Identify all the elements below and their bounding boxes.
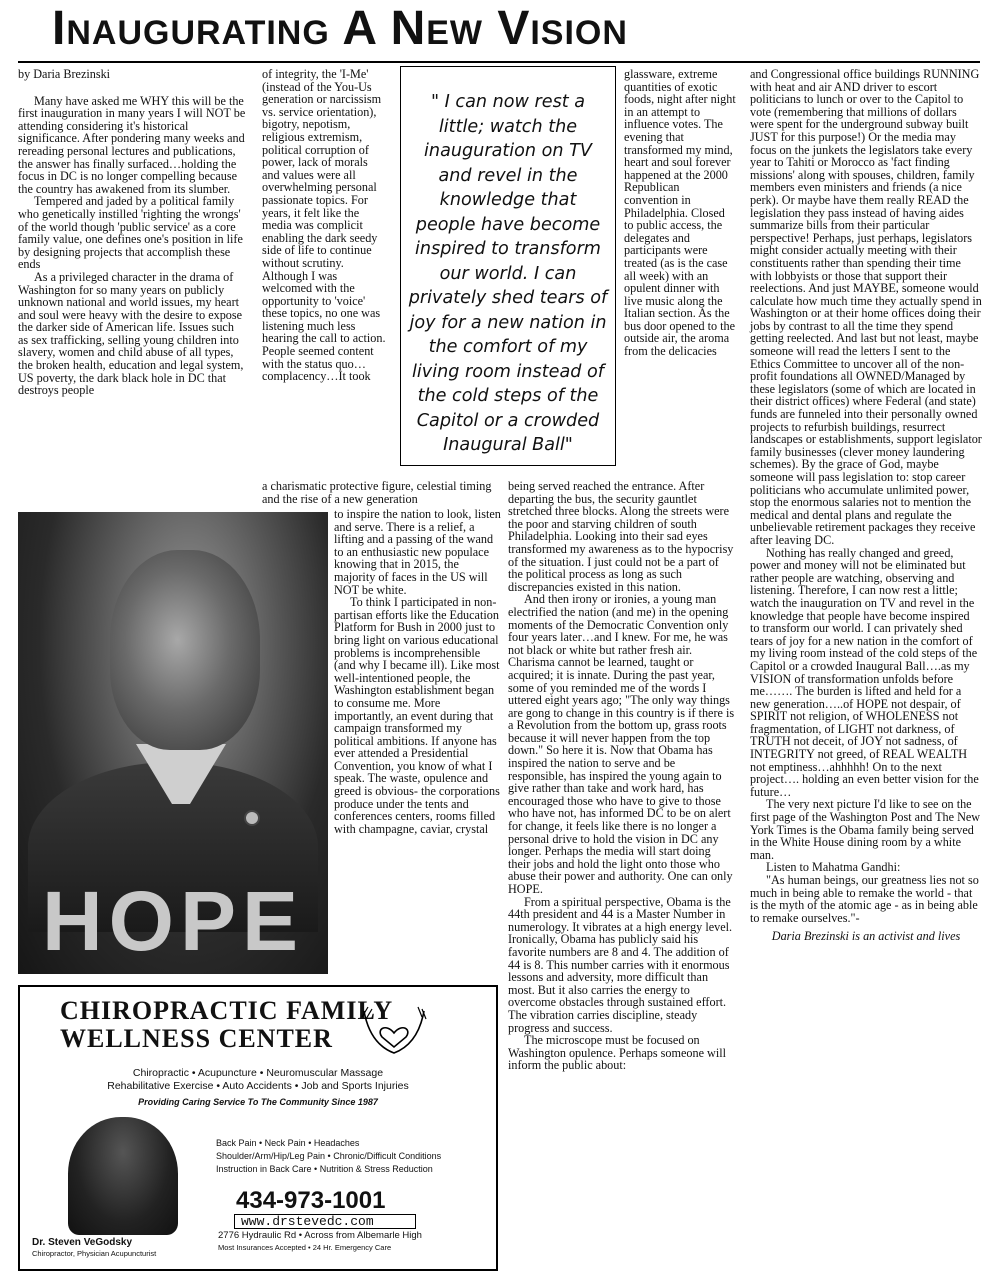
paragraph: glassware, extreme quantities of exotic foods, night after night in an attempt to influence votes. The evening that transformed my mind, heart and soul forever happened at the 2000 Republican convention in Philadelphia. Closed to public access, the delegates and participants were treated (as is the case all week) with an opulent dinner with live music along the Italian section. As the bus door opened to the outside air, the aroma from the delicacies xyxy=(624,67,736,359)
ad-tagline: Providing Caring Service To The Community Since 1987 xyxy=(138,1097,378,1107)
doctor-photo xyxy=(68,1117,178,1235)
paragraph: Nothing has really changed and greed, power and money will not be eliminated but rather people are watching, observing and listening. Therefore, I can now rest a little; watch the inauguration on TV and revel in the knowledge that people have become inspired to transform our world. I can privately shed tears of joy for a new nation in the comfort of my living room instead of the cold steps of the Capitol or a crowded Inaugural Ball….as my VISION of transformation unfolds before me……. The burden is lifted and held for a new generation…..of HOPE not despair, of SPIRIT not religion, of WHOLENESS not fragmentation, of LIGHT not darkness, of TRUTH not deceit, of JOY not sadness, of INTEGRITY not greed, of REAL WEALTH not emptiness…ahhhhh! On to the next project…. holding an even better vision for the future… xyxy=(750,545,979,799)
ad-doctor-name: Dr. Steven VeGodsky xyxy=(32,1237,133,1248)
paragraph: Many have asked me WHY this will be the first inauguration in many years I will NOT be attending considering it's historical significance. After pondering many weeks and rereading personal lectures and publications, the answer has finally surfaced…holding the focus in DC is no longer compelling because the country has awakened from its slumber. xyxy=(18,93,246,196)
ad-doctor-title: Chiropractor, Physician Acupuncturist xyxy=(32,1249,157,1258)
paragraph: of integrity, the 'I-Me' (instead of the You-Us generation or narcissism vs. service orientation), bigotry, nepotism, religious extremism, political corruption of power, lack of morals and values were all overwhelming personal passionate topics. For years, it felt like the media was complicit enabling the dark seedy side of life to continue without scrutiny. Although I was welcomed with the opportunity to 'voice' these topics, no one was listening much less hearing the call to action. People seemed content with the status quo…complacency…It took xyxy=(262,67,386,384)
ad-title-line-1: CHIROPRACTIC FAMILY xyxy=(60,996,394,1025)
column-2-wide xyxy=(262,480,506,505)
ad-insurance: Most Insurances Accepted • 24 Hr. Emergency Care xyxy=(218,1243,392,1252)
ad-services xyxy=(20,1067,496,1093)
column-2-top xyxy=(262,68,386,383)
headline-rule xyxy=(18,61,980,63)
paragraph: being served reached the entrance. After departing the bus, the security gauntlet stretched three blocks. Along the streets were the poor and starving children of south Philadelphia. Looking into their sad eyes transformed my awareness as to the hypocrisy of the situation. I just could not be a part of the political process as long as such discrepancies existed in this nation. xyxy=(508,479,734,594)
byline: by Daria Brezinski xyxy=(18,67,111,81)
ad-address: 2776 Hydraulic Rd • Across from Albemarle High xyxy=(218,1230,422,1241)
pull-quote: " I can now rest a little; watch the inauguration on TV and revel in the knowledge that people have become inspired to transform our world. I can privately shed tears of joy for a new nation in the comfort of my living room instead of the cold steps of the Capitol or a crowded Inaugural Ball" xyxy=(408,92,608,455)
hands-heart-icon xyxy=(358,1003,430,1059)
paragraph: "As human beings, our greatness lies not so much in being able to remake the world - that is the myth of the atomic age - as in being able to remake ourselves."- xyxy=(750,873,979,925)
poster-campaign-pin xyxy=(244,810,260,826)
paragraph: To think I participated in non-partisan efforts like the Education Platform for Bush in 2000 just to bring light on various educational problems is incomprehensible (and why I became ill). Like most well-intentioned people, the Washington establishment began to consume me. More importantly, an event during that campaign transformed my political ambitions. If anyone has ever attended a Presidential Convention, you know of what I speak. The waste, opulence and greed is obvious- the corporations produce under the tents and conferences centers, rooms filled with champagne, caviar, crystal xyxy=(334,595,500,836)
hope-poster-image xyxy=(18,512,328,974)
column-1 xyxy=(18,68,246,397)
author-bio: Daria Brezinski is an activist and lives xyxy=(771,929,961,944)
paragraph: And then irony or ironies, a young man electrified the nation (and me) in the opening moments of the Democratic Convention only four years later…and I knew. For me, he was not black or white but rather fresh air. Charisma cannot be learned, taught or acquired; it is innate. During the past year, some of you reminded me of the words I uttered eight years ago; "The only way things are gong to change in this country is if there is a Revolution from the bottom up, grass roots because it will never happen from the top down." So here it is. Now that Obama has inspired the nation to serve and be responsible, has inspired the young again to give rather than take and work hard, has encouraged those who have to give to those who have not, has informed DC to be on alert for change, it feels like there is no longer a personal drive to hold the vision in DC any longer. Perhaps the media will start doing their jobs and hold the light onto those who abuse their power and authority. One can only HOPE. xyxy=(508,592,735,896)
paragraph: and Congressional office buildings RUNNING with heat and air AND driver to escort politicians to lunch or over to the Capitol to vote (remembering that millions of dollars were spent for the underground subway built JUST for this purpose!) Or the media may focus on the junkets the legislators take every year to Tahiti or Morocco as 'fact finding missions' along with spouses, children, family members even ministers and friends (a nice perk). Or maybe have them really READ the legislation they pass instead of having aides summarize bills from their particular perspective! Perhaps, just perhaps, legislators might consider actually meeting with their constituents rather than spending their time with lobbyists or those that support their reelections. And just MAYBE, someone would calculate how much time they actually spend in Washington or at their home offices doing their jobs by contrast to all the time they spend getting reelected. And last but not least, maybe someone will read the letters I sent to the Ethics Committee to uncover all of the non-profit foundations all OWNED/Managed by these legislators (some of which are located in their district offices) where Federal (and state) funds are funneled into their personally owned projects to refurbish buildings, resurrect landscapes or establishments, support legislator family businesses (clever money laundering schemes). By the grace of God, maybe someone will pass legislation to: stop career politicians who accumulate unlimited power, stop the enormous salaries not to mention the medical and dental plans and regulate the unbelievable retirement packages they receive after leaving DC. xyxy=(750,67,982,547)
paragraph: From a spiritual perspective, Obama is the 44th president and 44 is a Master Number in numerology. It vibrates at a high energy level. Ironically, Obama has publicly said his favorite numbers are 8 and 4. The addition of 44 is 8. This number carries with it enormous lessons and adversity, more difficult than most. But it also carries the energy to overcome obstacles through sustained effort. The vibration carries discipline, steady progress and success. xyxy=(508,894,733,1035)
ad-title xyxy=(60,997,393,1053)
ad-conditions xyxy=(216,1137,441,1176)
ad-services-line-2: Rehabilitative Exercise • Auto Accidents • Job and Sports Injuries xyxy=(107,1080,409,1092)
paragraph: The very next picture I'd like to see on the first page of the Washington Post and The New York Times is the Obama family being served in the White House dining room by a white man. xyxy=(750,797,981,862)
column-2-bottom xyxy=(334,508,502,835)
ad-services-line-1: Chiropractic • Acupuncture • Neuromuscular Massage xyxy=(132,1067,384,1079)
poster-hope-text: HOPE xyxy=(41,874,305,968)
poster-face xyxy=(110,550,260,750)
ad-condition-line: Back Pain • Neck Pain • Headaches xyxy=(216,1138,360,1148)
paragraph: As a privileged character in the drama of Washington for so many years on publicly unknown national and world issues, my heart and soul were heavy with the desire to expose the darker side of American life. Issues such as sex trafficking, selling young children into slavery, women and child abuse of all types, the broken health, education and legal system, US poverty, the dark black hole in DC that destroys people xyxy=(18,269,244,398)
ad-condition-line: Instruction in Back Care • Nutrition & Stress Reduction xyxy=(216,1164,433,1174)
paragraph: Tempered and jaded by a political family who genetically instilled 'righting the wrongs' of the world though 'public service' as a core family value, one defines one's position in life by designing projects that accomplish these ends xyxy=(18,194,243,272)
paragraph: Listen to Mahatma Gandhi: xyxy=(766,860,901,875)
paragraph: The microscope must be focused on Washington opulence. Perhaps someone will inform the public about: xyxy=(508,1033,727,1073)
chiropractic-ad xyxy=(18,985,498,1271)
paragraph: a charismatic protective figure, celestial timing and the rise of a new generation xyxy=(262,479,492,506)
column-4 xyxy=(750,68,982,943)
paragraph: to inspire the nation to look, listen and serve. There is a relief, a lifting and a passing of the wand to an enthusiastic new populace knowing that in 2015, the majority of faces in the US will NOT be white. xyxy=(334,507,501,597)
headline: Inaugurating A New Vision xyxy=(52,2,628,55)
ad-title-line-2: WELLNESS CENTER xyxy=(60,1024,333,1053)
ad-condition-line: Shoulder/Arm/Hip/Leg Pain • Chronic/Difficult Conditions xyxy=(216,1151,442,1161)
ad-phone[interactable]: 434-973-1001 xyxy=(236,1187,386,1214)
ad-website-link[interactable]: www.drstevedc.com xyxy=(234,1214,416,1229)
column-3-top xyxy=(624,68,736,358)
column-3-bottom xyxy=(508,480,736,1072)
